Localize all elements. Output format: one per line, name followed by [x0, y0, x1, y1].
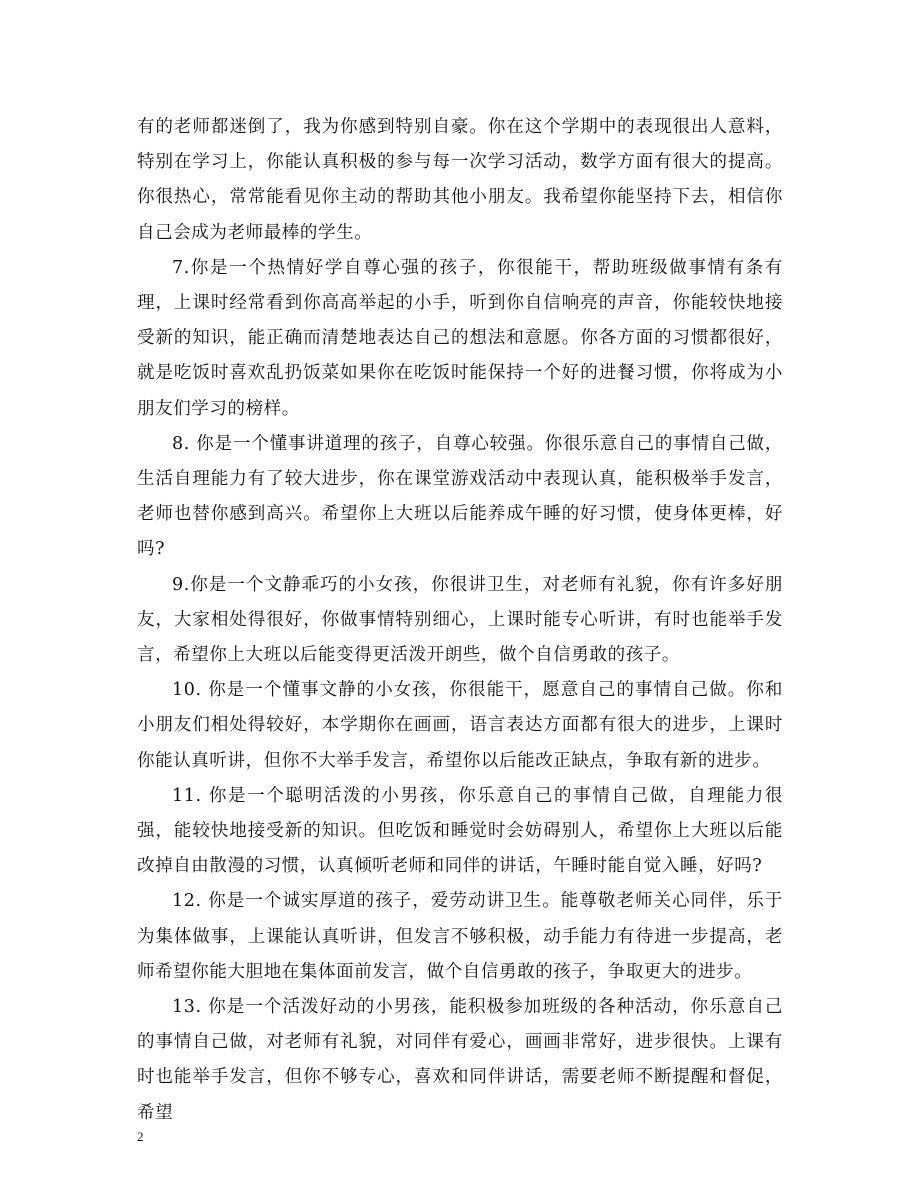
- paragraph-item-11: 11. 你是一个聪明活泼的小男孩，你乐意自己的事情自己做，自理能力很强，能较快地接受新的知识。但吃饭和睡觉时会妨碍别人，希望你上大班以后能改掉自由散漫的习惯，认真倾听老师和同伴的讲话，午睡时能自觉入睡，好吗?: [137, 785, 783, 877]
- paragraph-item-8: 8. 你是一个懂事讲道理的孩子，自尊心较强。你很乐意自己的事情自己做，生活自理能力有了较大进步，你在课堂游戏活动中表现认真，能积极举手发言，老师也替你感到高兴。希望你上大班以后能养成午睡的好习惯，使身体更棒，好吗?: [137, 433, 783, 560]
- paragraph-continuation: 有的老师都迷倒了，我为你感到特别自豪。你在这个学期中的表现很出人意料，特别在学习上，你能认真积极的参与每一次学习活动，数学方面有很大的提高。你很热心，常常能看见你主动的帮助其他小朋友。我希望你能坚持下去，相信你自己会成为老师最棒的学生。: [137, 117, 783, 243]
- paragraph-item-9: 9.你是一个文静乖巧的小女孩，你很讲卫生，对老师有礼貌，你有许多好朋友，大家相处得很好，你做事情特别细心，上课时能专心听讲，有时也能举手发言，希望你上大班以后能变得更活泼开朗些，做个自信勇敢的孩子。: [137, 574, 783, 666]
- paragraph-item-10: 10. 你是一个懂事文静的小女孩，你很能干，愿意自己的事情自己做。你和小朋友们相处得较好，本学期你在画画，语言表达方面都有很大的进步，上课时你能认真听讲，但你不大举手发言，希望你以后能改正缺点，争取有新的进步。: [137, 680, 783, 771]
- document-body: [137, 110, 783, 1131]
- page-number: 2: [137, 1129, 144, 1144]
- paragraph-item-7: 7.你是一个热情好学自尊心强的孩子，你很能干，帮助班级做事情有条有理，上课时经常看到你高高举起的小手，听到你自信响亮的声音，你能较快地接受新的知识，能正确而清楚地表达自己的想法和意愿。你各方面的习惯都很好，就是吃饭时喜欢乱扔饭菜如果你在吃饭时能保持一个好的进餐习惯，你将成为小朋友们学习的榜样。: [137, 257, 783, 419]
- paragraph-item-13: 13. 你是一个活泼好动的小男孩，能积极参加班级的各种活动，你乐意自己的事情自己做，对老师有礼貌，对同伴有爱心，画画非常好，进步很快。上课有时也能举手发言，但你不够专心，喜欢和同伴讲话，需要老师不断提醒和督促，希望: [137, 997, 783, 1123]
- paragraph-item-12: 12. 你是一个诚实厚道的孩子，爱劳动讲卫生。能尊敬老师关心同伴，乐于为集体做事，上课能认真听讲，但发言不够积极，动手能力有待进一步提高，老师希望你能大胆地在集体面前发言，做个自信勇敢的孩子，争取更大的进步。: [137, 891, 783, 982]
